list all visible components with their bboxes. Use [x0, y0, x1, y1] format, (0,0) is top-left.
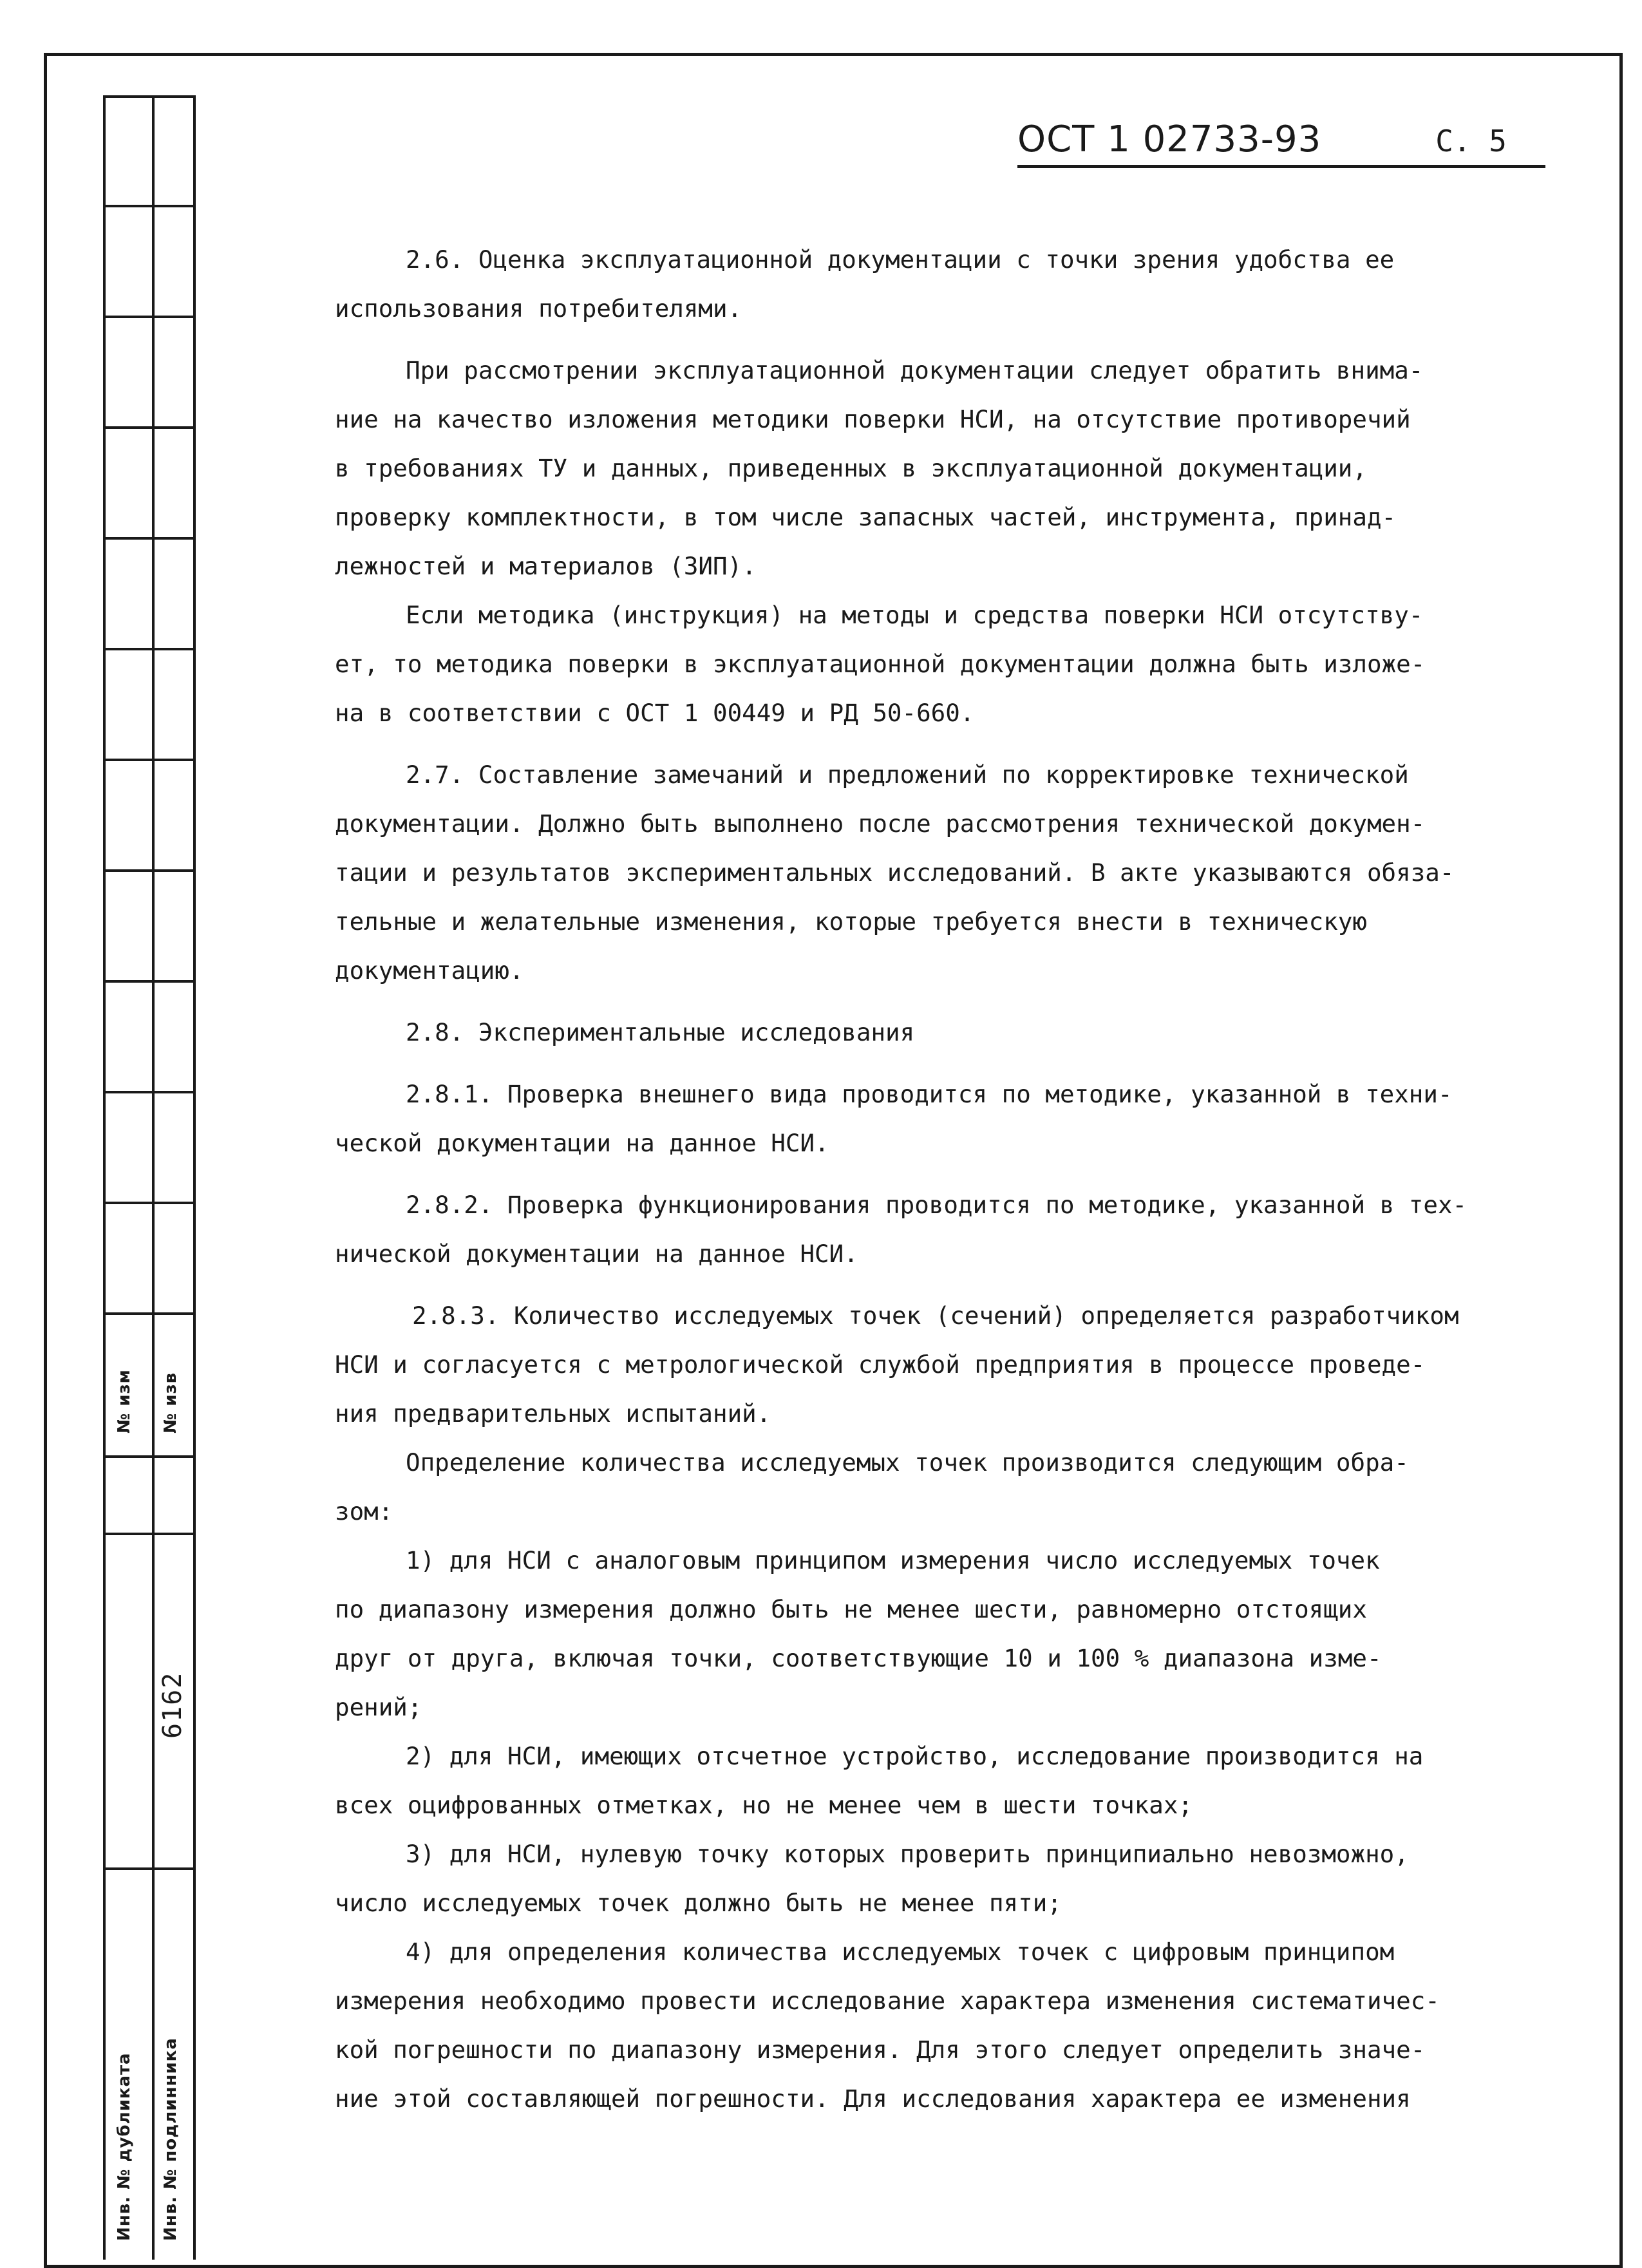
text-line: При рассмотрении эксплуатационной документации следует обратить внима- — [406, 356, 1424, 384]
margin-cell-divider — [103, 1202, 196, 1204]
page-number: С. 5 — [1435, 124, 1507, 158]
text-line: на в соответствии с ОСТ 1 00449 и РД 50-660. — [335, 699, 975, 727]
text-line: 2) для НСИ, имеющих отсчетное устройство, исследование производится на — [406, 1742, 1424, 1770]
text-line: ет, то методика поверки в эксплуатационной документации должна быть изложе- — [335, 650, 1426, 678]
text-line: тации и результатов экспериментальных исследований. В акте указываются обяза- — [335, 858, 1455, 887]
margin-inv-number: 6162 — [158, 1671, 187, 1739]
text-line: лежностей и материалов (ЗИП). — [335, 552, 757, 580]
margin-cell-divider — [103, 205, 196, 207]
text-line: измерения необходимо провести исследование характера изменения систематичес- — [335, 1987, 1440, 2015]
margin-label-podlinnik: Инв. № подлинника — [161, 2037, 180, 2241]
text-line: кой погрешности по диапазону измерения. Для этого следует определить значе- — [335, 2036, 1426, 2064]
text-line: нической документации на данное НСИ. — [335, 1240, 858, 1268]
text-line: в требованиях ТУ и данных, приведенных в эксплуатационной документации, — [335, 454, 1367, 482]
margin-label-izv: № изв — [161, 1372, 180, 1433]
text-line: 3) для НСИ, нулевую точку которых проверить принципиально невозможно, — [406, 1840, 1409, 1868]
margin-cell-divider — [103, 759, 196, 761]
text-line: ния предварительных испытаний. — [335, 1399, 771, 1428]
page-header — [1017, 113, 1545, 168]
text-line: документации. Должно быть выполнено после рассмотрения технической докумен- — [335, 809, 1426, 838]
text-line: документацию. — [335, 956, 524, 985]
text-line: 2.8. Экспериментальные исследования — [406, 1018, 915, 1046]
text-line: тельные и желательные изменения, которые требуется внести в техническую — [335, 907, 1367, 936]
text-line: 1) для НСИ с аналоговым принципом измерения число исследуемых точек — [406, 1546, 1380, 1574]
text-line: рений; — [335, 1693, 422, 1721]
text-line: зом: — [335, 1497, 393, 1526]
margin-cell-divider — [103, 426, 196, 429]
document-body — [335, 235, 1513, 2123]
margin-label-izm: № изм — [115, 1369, 134, 1433]
margin-column-left — [103, 95, 155, 2260]
text-line: ческой документации на данное НСИ. — [335, 1129, 829, 1157]
text-line: 2.8.3. Количество исследуемых точек (сечений) определяется разработчиком — [412, 1301, 1459, 1330]
margin-cell-divider — [103, 648, 196, 650]
text-line: Определение количества исследуемых точек производится следующим обра- — [406, 1448, 1409, 1477]
text-line: НСИ и согласуется с метрологической службой предприятия в процессе проведе- — [335, 1350, 1426, 1379]
text-line: всех оцифрованных отметках, но не менее чем в шести точках; — [335, 1791, 1193, 1819]
text-line: число исследуемых точек должно быть не менее пяти; — [335, 1889, 1062, 1917]
margin-cell-divider — [103, 980, 196, 983]
text-line: 2.8.2. Проверка функционирования проводится по методике, указанной в тех- — [406, 1191, 1467, 1219]
margin-cell-divider — [103, 869, 196, 872]
text-line: 2.6. Оценка эксплуатационной документации с точки зрения удобства ее — [406, 245, 1395, 274]
margin-cell-divider — [103, 1312, 196, 1315]
margin-cell-divider — [103, 1455, 196, 1458]
text-line: проверку комплектности, в том числе запасных частей, инструмента, принад- — [335, 503, 1397, 531]
text-line: 2.7. Составление замечаний и предложений по корректировке технической — [406, 761, 1409, 789]
text-line: ние этой составляющей погрешности. Для исследования характера ее изменения — [335, 2084, 1411, 2113]
margin-cell-divider — [103, 95, 196, 98]
margin-label-dublikat: Инв. № дубликата — [115, 2052, 134, 2241]
margin-cell-divider — [103, 316, 196, 318]
text-line: по диапазону измерения должно быть не менее шести, равномерно отстоящих — [335, 1595, 1367, 1623]
margin-cell-divider — [103, 1091, 196, 1093]
text-line: 4) для определения количества исследуемых точек с цифровым принципом — [406, 1938, 1395, 1966]
margin-cell-divider — [103, 1533, 196, 1535]
margin-column-right — [152, 95, 196, 2260]
text-line: ние на качество изложения методики поверки НСИ, на отсутствие противоречий — [335, 405, 1411, 433]
doc-code: ОСТ 1 02733-93 — [1017, 118, 1322, 160]
text-line: Если методика (инструкция) на методы и средства поверки НСИ отсутству- — [406, 601, 1424, 629]
margin-cell-divider — [103, 1867, 196, 1870]
text-line: 2.8.1. Проверка внешнего вида проводится по методике, указанной в техни- — [406, 1080, 1453, 1108]
text-line: использования потребителями. — [335, 294, 742, 323]
text-line: друг от друга, включая точки, соответствующие 10 и 100 % диапазона изме- — [335, 1644, 1382, 1672]
margin-cell-divider — [103, 537, 196, 540]
